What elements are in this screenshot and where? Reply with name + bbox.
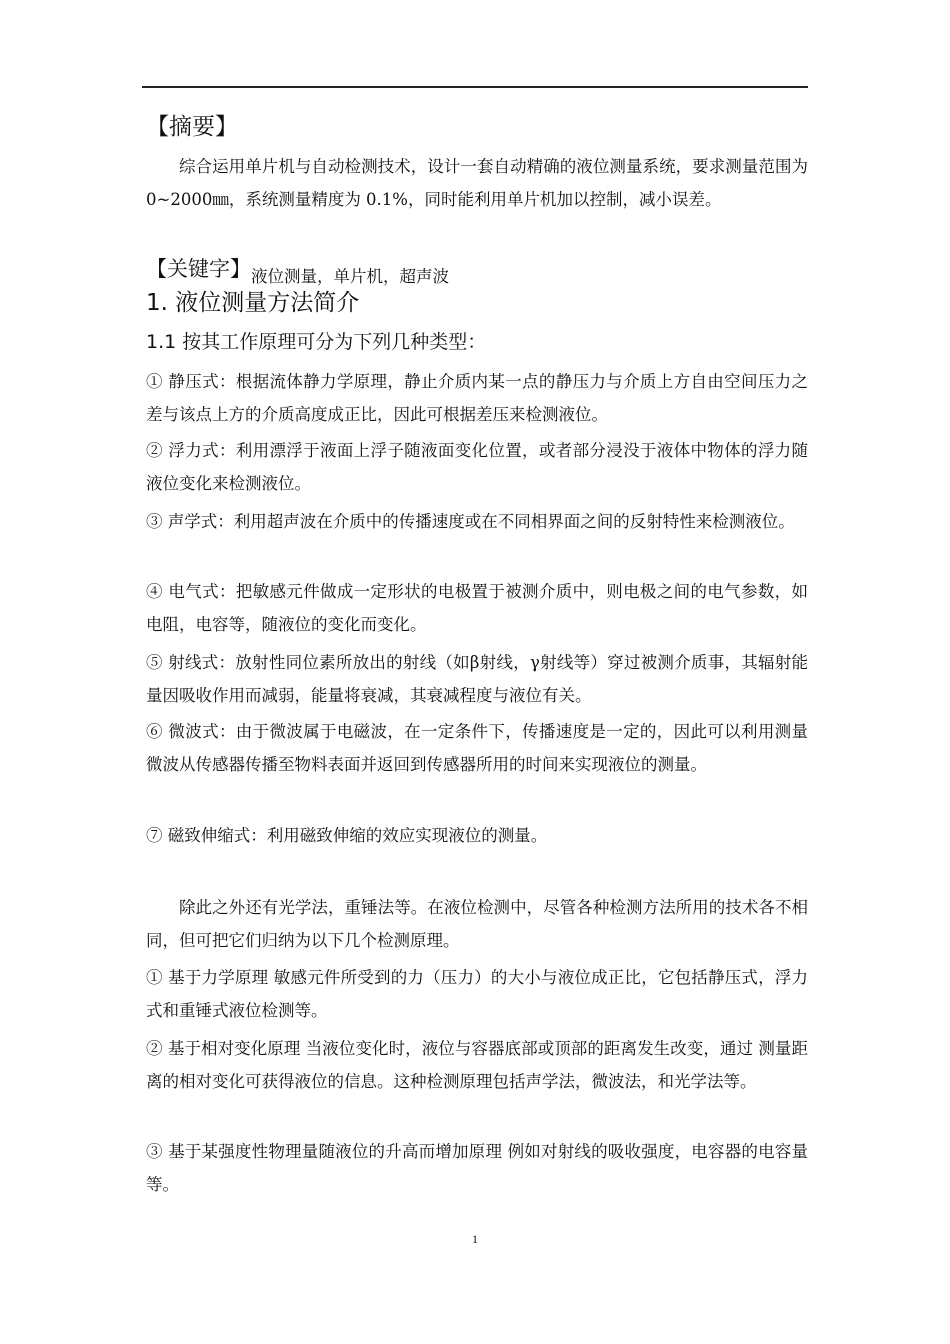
abstract-heading: 【摘要】 [146,114,238,140]
list-item-electrical: ④ 电气式：把敏感元件做成一定形状的电极置于被测介质中，则电极之间的电气参数，如电阻，电容等，随液位的变化而变化。 [146,582,808,634]
abstract-body: 综合运用单片机与自动检测技术，设计一套自动精确的液位测量系统，要求测量范围为 0~2000㎜，系统测量精度为 0.1%，同时能利用单片机加以控制，减小误差。 [146,157,808,209]
header-rule [142,86,808,88]
list-item-radiation: ⑤ 射线式：放射性同位素所放出的射线（如β射线，γ射线等）穿过被测介质事，其辐射能量因吸收作用而减弱，能量将衰减，其衰减程度与液位有关。 [146,653,808,705]
subsection-title: 1.1 按其工作原理可分为下列几种类型： [146,331,487,353]
principle-relative-change: ② 基于相对变化原理 当液位变化时，液位与容器底部或顶部的距离发生改变，通过 测量距离的相对变化可获得液位的信息。这种检测原理包括声学法，微波法，和光学法等。 [146,1039,808,1091]
keywords-text: 液位测量，单片机，超声波 [251,267,449,286]
keywords-row [146,254,449,284]
list-item-static-pressure: ① 静压式：根据流体静力学原理，静止介质内某一点的静压力与介质上方自由空间压力之差与该点上方的介质高度成正比，因此可根据差压来检测液位。 [146,372,808,424]
keywords-label: 【关键字】 [146,257,251,281]
list-item-buoyancy: ② 浮力式：利用漂浮于液面上浮子随液面变化位置，或者部分浸没于液体中物体的浮力随液位变化来检测液位。 [146,441,808,493]
page-number: 1 [472,1232,478,1246]
list-item-magnetostrictive: ⑦ 磁致伸缩式：利用磁致伸缩的效应实现液位的测量。 [146,826,548,845]
principle-mechanical: ① 基于力学原理 敏感元件所受到的力（压力）的大小与液位成正比，它包括静压式，浮力式和重锤式液位检测等。 [146,968,808,1020]
list-item-microwave: ⑥ 微波式：由于微波属于电磁波，在一定条件下，传播速度是一定的，因此可以利用测量微波从传感器传播至物料表面并返回到传感器所用的时间来实现液位的测量。 [146,722,808,774]
principle-intensity: ③ 基于某强度性物理量随液位的升高而增加原理 例如对射线的吸收强度，电容器的电容量等。 [146,1142,808,1194]
section-title: 1. 液位测量方法简介 [146,290,360,316]
list-item-acoustic: ③ 声学式：利用超声波在介质中的传播速度或在不同相界面之间的反射特性来检测液位。 [146,512,795,531]
extra-methods-paragraph: 除此之外还有光学法，重锤法等。在液位检测中，尽管各种检测方法所用的技术各不相同，但可把它们归纳为以下几个检测原理。 [146,898,808,950]
